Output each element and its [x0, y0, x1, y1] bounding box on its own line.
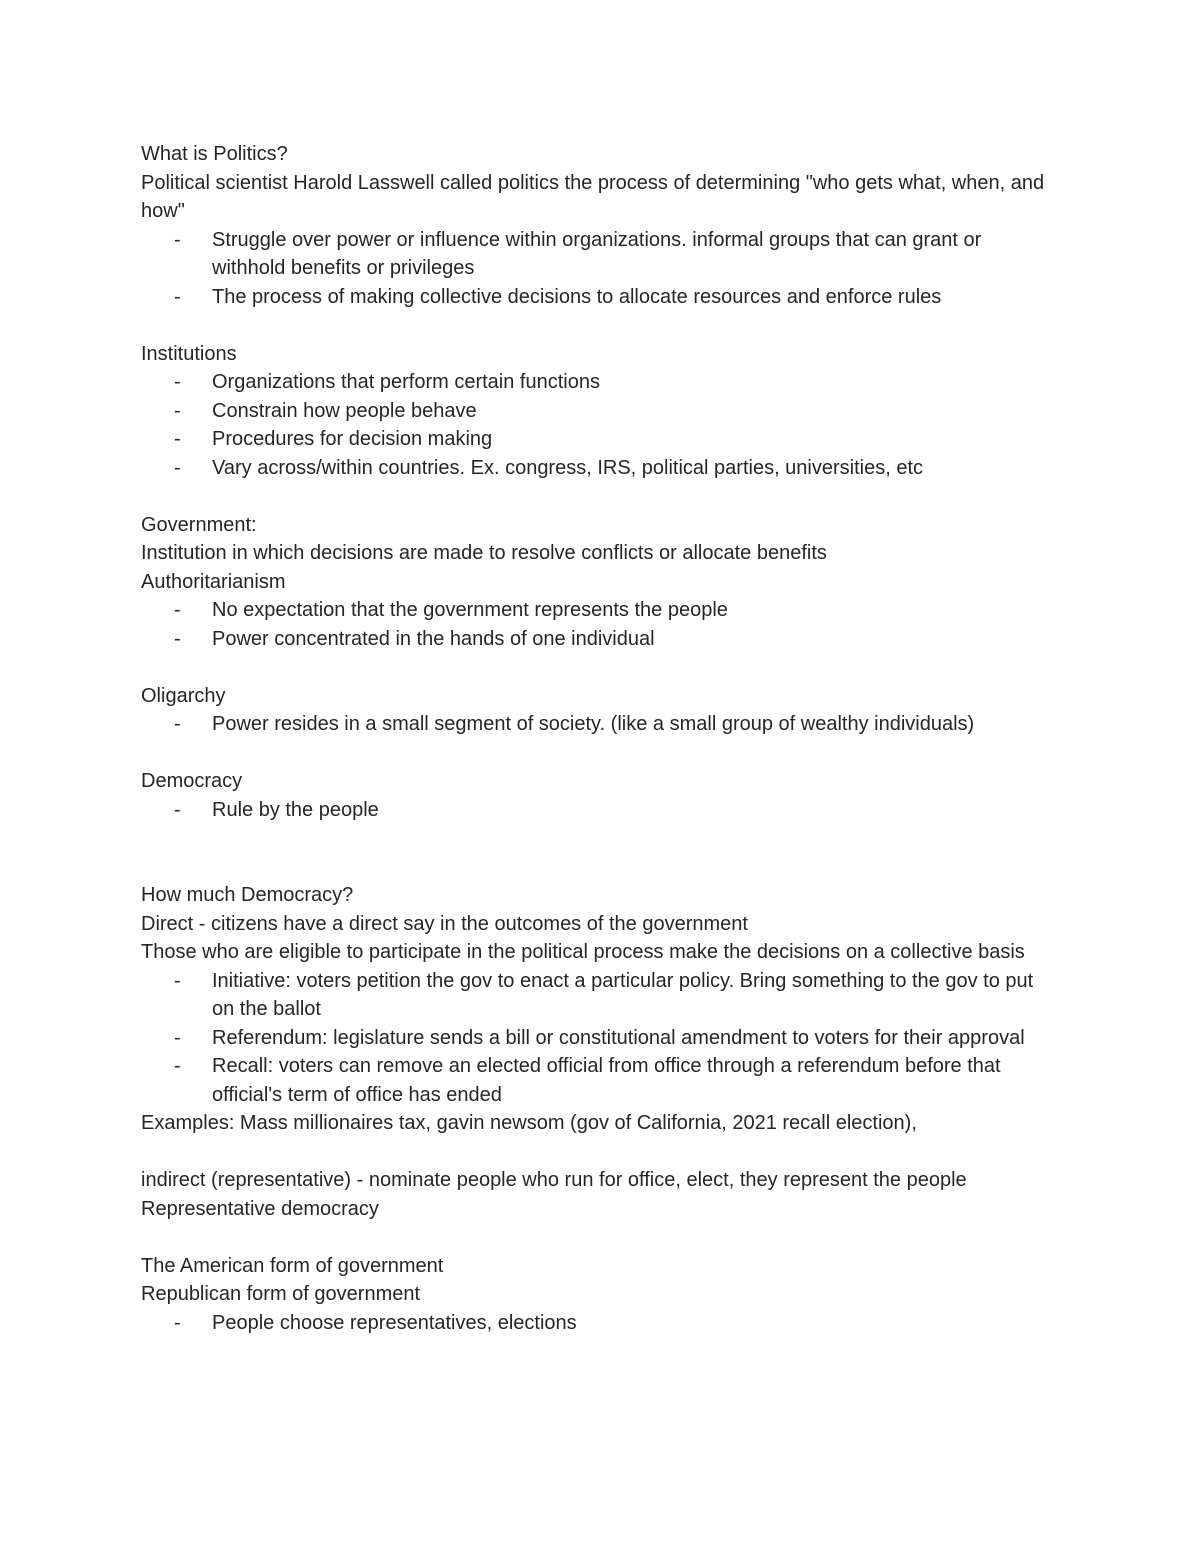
bullet-text: Organizations that perform certain functions: [212, 371, 600, 393]
list-item: [141, 710, 1061, 739]
bullet-text: Constrain how people behave: [212, 399, 477, 422]
spacer: [141, 1138, 1061, 1167]
bullet-text: No expectation that the government represents the people: [212, 599, 728, 621]
list-item: [141, 1309, 1061, 1338]
bullet-dash: -: [174, 399, 181, 422]
bullet-text: People choose representatives, elections: [212, 1311, 577, 1334]
bullet-dash: -: [174, 627, 181, 650]
representative-democracy: Representative democracy: [141, 1197, 379, 1220]
heading-institutions: Institutions: [141, 342, 237, 365]
spacer: [141, 824, 1061, 881]
list-item: [141, 283, 1061, 312]
eligible-text: Those who are eligible to participate in the political process make the decisions on a collective basis: [141, 941, 1025, 963]
list-item: [141, 454, 1061, 483]
list-item: [141, 226, 1061, 283]
list-item: [141, 625, 1061, 654]
bullet-dash: -: [174, 1026, 181, 1049]
politics-definition: Political scientist Harold Lasswell called politics the process of determining "who gets what, when, and how": [141, 171, 1045, 222]
list-item: [141, 596, 1061, 625]
heading-politics: What is Politics?: [141, 143, 288, 165]
spacer: [141, 739, 1061, 768]
bullet-text: Recall: voters can remove an elected official from office through a referendum before that official's term of office has ended: [212, 1055, 1001, 1106]
bullet-text: Power resides in a small segment of society. (like a small group of wealthy individuals): [212, 713, 975, 735]
bullet-dash: -: [174, 428, 181, 450]
list-item: [141, 1024, 1061, 1053]
heading-government: Government:: [141, 513, 257, 536]
bullet-dash: -: [174, 456, 181, 479]
bullet-dash: -: [174, 599, 181, 621]
bullet-text: Procedures for decision making: [212, 428, 493, 450]
bullet-text: Vary across/within countries. Ex. congress, IRS, political parties, universities, etc: [212, 456, 924, 479]
heading-authoritarianism: Authoritarianism: [141, 570, 286, 593]
bullet-dash: -: [174, 713, 181, 735]
list-item: [141, 1052, 1061, 1109]
bullet-dash: -: [174, 285, 181, 308]
bullet-text: Rule by the people: [212, 798, 379, 821]
bullet-dash: -: [174, 371, 181, 393]
spacer: [141, 1223, 1061, 1252]
list-item: [141, 368, 1061, 397]
indirect-definition: indirect (representative) - nominate people who run for office, elect, they represent the people: [141, 1169, 967, 1191]
list-item: [141, 796, 1061, 825]
document-body: [141, 140, 1061, 1337]
bullet-text: The process of making collective decisions to allocate resources and enforce rules: [212, 285, 942, 308]
list-item: [141, 397, 1061, 426]
heading-american-government: The American form of government: [141, 1254, 444, 1277]
heading-how-much-democracy: How much Democracy?: [141, 884, 354, 906]
bullet-text: Struggle over power or influence within organizations. informal groups that can grant or withhold benefits or privileges: [212, 228, 982, 279]
bullet-text: Initiative: voters petition the gov to enact a particular policy. Bring something to the gov to put on the ballot: [212, 969, 1034, 1020]
bullet-dash: -: [174, 228, 181, 251]
heading-democracy: Democracy: [141, 770, 243, 792]
spacer: [141, 482, 1061, 511]
spacer: [141, 311, 1061, 340]
republican-form: Republican form of government: [141, 1283, 421, 1305]
list-item: [141, 425, 1061, 454]
bullet-dash: -: [174, 798, 181, 821]
direct-definition: Direct - citizens have a direct say in the outcomes of the government: [141, 912, 748, 935]
bullet-dash: -: [174, 1055, 181, 1077]
spacer: [141, 653, 1061, 682]
bullet-text: Referendum: legislature sends a bill or constitutional amendment to voters for their approval: [212, 1026, 1025, 1049]
government-definition: Institution in which decisions are made to resolve conflicts or allocate benefits: [141, 542, 827, 564]
bullet-dash: -: [174, 969, 181, 992]
heading-oligarchy: Oligarchy: [141, 684, 226, 707]
list-item: [141, 967, 1061, 1024]
bullet-text: Power concentrated in the hands of one individual: [212, 627, 655, 650]
examples-text: Examples: Mass millionaires tax, gavin newsom (gov of California, 2021 recall election),: [141, 1112, 917, 1134]
bullet-dash: -: [174, 1311, 181, 1334]
